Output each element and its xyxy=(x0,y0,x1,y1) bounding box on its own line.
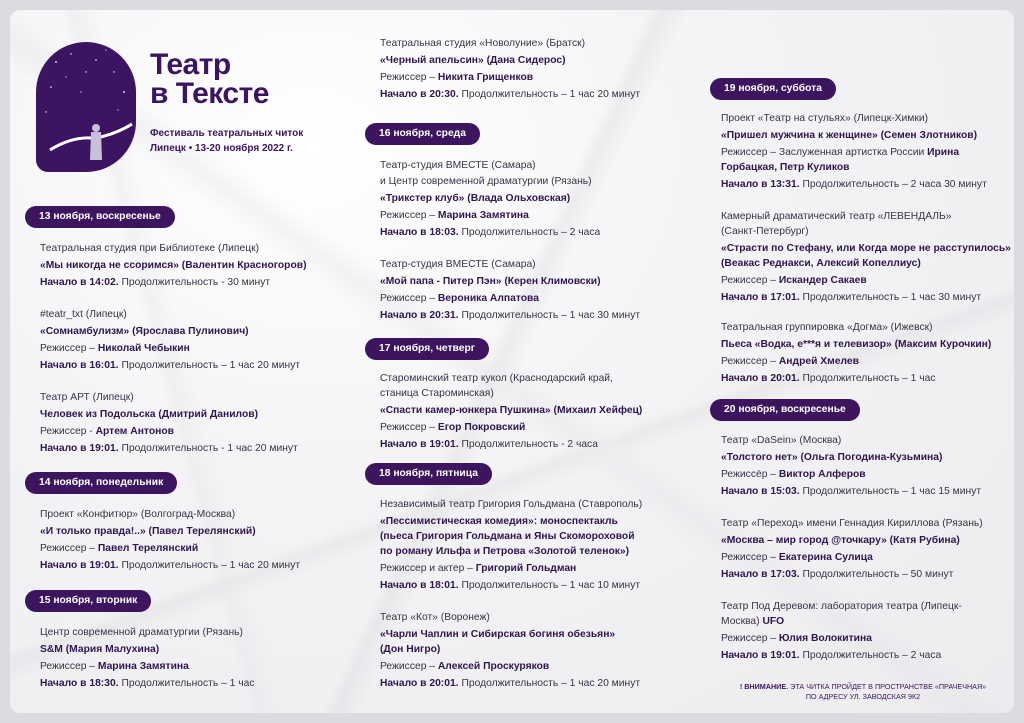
event-venue: и Центр современной драматургии (Рязань) xyxy=(380,176,592,187)
event-time: Начало в 19:01. xyxy=(40,560,119,571)
event-director-row xyxy=(40,341,190,358)
event-play: «Мы никогда не ссоримся» (Валентин Красногоров) xyxy=(40,260,307,271)
director-name: Артем Антонов xyxy=(95,426,174,437)
title-line1: Театр xyxy=(150,48,231,81)
event-play: «Чарли Чаплин и Сибирская богиня обезьян» xyxy=(380,629,616,640)
event-time: Начало в 13:31. xyxy=(721,179,800,190)
event-director-row xyxy=(380,208,529,225)
festival-logo xyxy=(36,42,136,172)
event-duration: Продолжительность - 30 минут xyxy=(121,277,271,288)
event-venue: Театральная студия «Новолуние» (Братск) xyxy=(380,38,586,49)
event-duration: Продолжительность - 1 час 20 минут xyxy=(121,443,298,454)
event-time: Начало в 20:31. xyxy=(380,310,459,321)
director-name: Андрей Хмелев xyxy=(778,356,859,367)
event-duration: Продолжительность – 1 час 10 минут xyxy=(461,580,641,591)
day-header-16: 16 ноября, среда xyxy=(365,123,480,145)
event-play: «Пришел мужчина к женщине» (Семен Злотников) xyxy=(721,130,978,141)
notice-line1 xyxy=(718,682,1008,692)
event-time-row xyxy=(721,484,981,501)
event-director-row xyxy=(40,541,198,558)
event-play: UFO xyxy=(762,616,785,627)
director-label: Режиссер – xyxy=(40,543,98,554)
director-label: Режиссёр – xyxy=(721,469,779,480)
event-time: Начало в 14:02. xyxy=(40,277,119,288)
event-time: Начало в 18:01. xyxy=(380,580,459,591)
event-duration: Продолжительность – 1 час 20 минут xyxy=(121,360,301,371)
director-label: Режиссер – xyxy=(380,661,438,672)
director-name: Горбацкая, Петр Куликов xyxy=(721,162,850,173)
director-name: Никита Грищенков xyxy=(437,72,534,83)
event-time: Начало в 18:03. xyxy=(380,227,459,238)
director-name: Григорий Гольдман xyxy=(475,563,577,574)
event-time-row xyxy=(721,177,987,194)
event-time-row xyxy=(721,567,953,584)
day-header-14: 14 ноября, понедельник xyxy=(25,472,177,494)
event-time-row xyxy=(721,290,981,307)
event-play: «Черный апельсин» (Дана Сидерос) xyxy=(380,55,566,66)
event-venue-row xyxy=(721,614,784,631)
notice-line2: ПО АДРЕСУ УЛ. ЗАВОДСКАЯ 9К2 xyxy=(805,692,921,701)
event-venue: Камерный драматический театр «ЛЕВЕНДАЛЬ» xyxy=(721,211,952,222)
event-duration: Продолжительность – 1 час 20 минут xyxy=(461,678,641,689)
event-duration: Продолжительность – 2 часа xyxy=(802,650,942,661)
event-play: S&M (Мария Малухина) xyxy=(40,644,160,655)
event-time: Начало в 19:01. xyxy=(380,439,459,450)
event-duration: Продолжительность – 2 часа 30 минут xyxy=(802,179,987,190)
event-play: по роману Ильфа и Петрова «Золотой теленок») xyxy=(380,546,630,557)
event-play: (пьеса Григория Гольдмана и Яны Скомороховой xyxy=(380,531,635,542)
event-time-row xyxy=(380,578,640,595)
event-venue: Москва) xyxy=(721,616,763,627)
day-header-19: 19 ноября, суббота xyxy=(710,78,836,100)
notice-text: ЭТА ЧИТКА ПРОЙДЕТ В ПРОСТРАНСТВЕ «ПРАЧЕЧНАЯ» xyxy=(788,682,987,691)
venue-notice xyxy=(718,682,1008,702)
event-time: Начало в 19:01. xyxy=(721,650,800,661)
director-name: Николай Чебыкин xyxy=(97,343,190,354)
event-time-row xyxy=(40,441,298,458)
event-venue: Проект «Конфитюр» (Волгоград-Москва) xyxy=(40,509,236,520)
event-duration: Продолжительность – 1 час xyxy=(802,373,936,384)
day-header-20: 20 ноября, воскресенье xyxy=(710,399,860,421)
event-director-row xyxy=(380,420,525,437)
event-director-row xyxy=(721,550,873,567)
director-name: Егор Покровский xyxy=(437,422,526,433)
event-venue: Театр «DaSein» (Москва) xyxy=(721,435,842,446)
director-label: Режиссер – xyxy=(380,422,438,433)
event-time-row xyxy=(380,676,640,693)
director-label: Режиссер – xyxy=(721,552,779,563)
event-play: «Страсти по Стефану, или Когда море не расступилось» xyxy=(721,243,1011,254)
event-time-row xyxy=(380,437,598,454)
subtitle-line1: Фестиваль театральных читок xyxy=(150,128,304,139)
event-venue: Театр Под Деревом: лаборатория театра (Липецк- xyxy=(721,601,962,612)
event-director-row xyxy=(380,659,549,676)
poster xyxy=(10,10,1014,713)
event-venue: Проект «Театр на стульях» (Липецк-Химки) xyxy=(721,113,929,124)
event-venue: Театральная студия при Библиотеке (Липецк) xyxy=(40,243,260,254)
event-duration: Продолжительность – 50 минут xyxy=(802,569,954,580)
event-time-row xyxy=(40,558,300,575)
director-label: Режиссер – xyxy=(380,72,438,83)
event-time: Начало в 20:30. xyxy=(380,89,459,100)
director-name: Вероника Алпатова xyxy=(437,293,539,304)
event-time-row xyxy=(40,275,270,292)
event-time: Начало в 16:01. xyxy=(40,360,119,371)
director-name: Ирина xyxy=(927,147,960,158)
event-director-row xyxy=(40,424,174,441)
event-time: Начало в 18:30. xyxy=(40,678,119,689)
event-time-row xyxy=(380,225,600,242)
event-time-row xyxy=(380,308,640,325)
event-director-row xyxy=(721,631,872,648)
event-play: «Пессимистическая комедия»: моноспектакль xyxy=(380,516,618,527)
day-header-15: 15 ноября, вторник xyxy=(25,590,151,612)
event-venue: Староминский театр кукол (Краснодарский край, xyxy=(380,373,613,384)
event-director-row xyxy=(721,467,866,484)
event-director-row xyxy=(40,659,189,676)
event-time: Начало в 19:01. xyxy=(40,443,119,454)
event-venue: Независимый театр Григория Гольдмана (Ставрополь) xyxy=(380,499,643,510)
event-play: «Сомнамбулизм» (Ярослава Пулинович) xyxy=(40,326,249,337)
director-label: Режиссер - xyxy=(40,426,96,437)
director-label: Режиссер – xyxy=(721,275,779,286)
event-time-row xyxy=(721,648,941,665)
event-venue: Центр современной драматургии (Рязань) xyxy=(40,627,243,638)
title-line2: в Тексте xyxy=(150,77,269,110)
event-venue: Театр-студия ВМЕСТЕ (Самара) xyxy=(380,160,536,171)
event-play: (Дон Нигро) xyxy=(380,644,441,655)
director-name: Искандер Сакаев xyxy=(778,275,867,286)
event-play: (Веакас Реднакси, Алексий Копеллиус) xyxy=(721,258,921,269)
director-label: Режиссер – xyxy=(721,356,779,367)
event-duration: Продолжительность – 1 час 20 минут xyxy=(121,560,301,571)
director-label: Режиссер – xyxy=(380,210,438,221)
subtitle-line2: Липецк • 13-20 ноября 2022 г. xyxy=(150,143,293,154)
event-time: Начало в 17:03. xyxy=(721,569,800,580)
festival-title xyxy=(150,50,269,108)
director-label: Режиссер и актер – xyxy=(380,563,476,574)
event-director-row xyxy=(380,70,533,87)
event-duration: Продолжительность – 1 час 20 минут xyxy=(461,89,641,100)
event-director-row xyxy=(721,273,867,290)
event-venue: Театр-студия ВМЕСТЕ (Самара) xyxy=(380,259,536,270)
festival-subtitle xyxy=(150,126,303,156)
event-duration: Продолжительность – 1 час 15 минут xyxy=(802,486,982,497)
event-duration: Продолжительность – 1 час 30 минут xyxy=(802,292,982,303)
director-label: Режиссер – Заслуженная артистка России xyxy=(721,147,928,158)
event-venue: (Санкт-Петербург) xyxy=(721,226,809,237)
event-duration: Продолжительность - 2 часа xyxy=(461,439,598,450)
event-time: Начало в 20:01. xyxy=(380,678,459,689)
event-play: «Мой папа - Питер Пэн» (Керен Климовски) xyxy=(380,276,601,287)
day-header-13: 13 ноября, воскресенье xyxy=(25,206,175,228)
day-header-18: 18 ноября, пятница xyxy=(365,463,492,485)
director-name: Марина Замятина xyxy=(437,210,529,221)
event-venue: #teatr_txt (Липецк) xyxy=(40,309,127,320)
director-name: Юлия Волокитина xyxy=(778,633,872,644)
event-time: Начало в 17:01. xyxy=(721,292,800,303)
event-time-row xyxy=(721,371,936,388)
event-duration: Продолжительность – 1 час xyxy=(121,678,255,689)
director-name: Виктор Алферов xyxy=(778,469,866,480)
director-name: Екатерина Сулица xyxy=(778,552,873,563)
director-label: Режиссер – xyxy=(380,293,438,304)
event-duration: Продолжительность – 2 часа xyxy=(461,227,601,238)
event-time-row xyxy=(40,358,300,375)
event-director-row xyxy=(380,561,576,578)
day-header-17: 17 ноября, четверг xyxy=(365,338,489,360)
director-name: Марина Замятина xyxy=(97,661,189,672)
event-venue: Театр «Переход» имени Геннадия Кириллова (Рязань) xyxy=(721,518,983,529)
event-venue: станица Староминская) xyxy=(380,388,494,399)
director-label: Режиссер – xyxy=(721,633,779,644)
event-duration: Продолжительность – 1 час 30 минут xyxy=(461,310,641,321)
event-play: «Трикстер клуб» (Влада Ольховская) xyxy=(380,193,571,204)
event-play: Человек из Подольска (Дмитрий Данилов) xyxy=(40,409,258,420)
director-name: Алексей Проскуряков xyxy=(437,661,550,672)
event-venue: Театральная группировка «Догма» (Ижевск) xyxy=(721,322,933,333)
notice-label: ! ВНИМАНИЕ. xyxy=(739,682,789,691)
event-play: Пьеса «Водка, е***я и телевизор» (Максим Курочкин) xyxy=(721,339,992,350)
event-time-row xyxy=(40,676,255,693)
event-venue: Театр «Кот» (Воронеж) xyxy=(380,612,490,623)
event-play: «Толстого нет» (Ольга Погодина-Кузьмина) xyxy=(721,452,943,463)
event-play: «И только правда!..» (Павел Терелянский) xyxy=(40,526,256,537)
event-director-row xyxy=(380,291,539,308)
event-time: Начало в 15:03. xyxy=(721,486,800,497)
event-play: «Москва – мир город @точкару» (Катя Рубина) xyxy=(721,535,960,546)
director-label: Режиссер – xyxy=(40,661,98,672)
director-label: Режиссер – xyxy=(40,343,98,354)
event-time: Начало в 20:01. xyxy=(721,373,800,384)
event-director-row xyxy=(721,354,859,371)
event-play: «Спасти камер-юнкера Пушкина» (Михаил Хейфец) xyxy=(380,405,643,416)
event-time-row xyxy=(380,87,640,104)
director-name: Павел Терелянский xyxy=(97,543,199,554)
event-venue: Театр АРТ (Липецк) xyxy=(40,392,134,403)
